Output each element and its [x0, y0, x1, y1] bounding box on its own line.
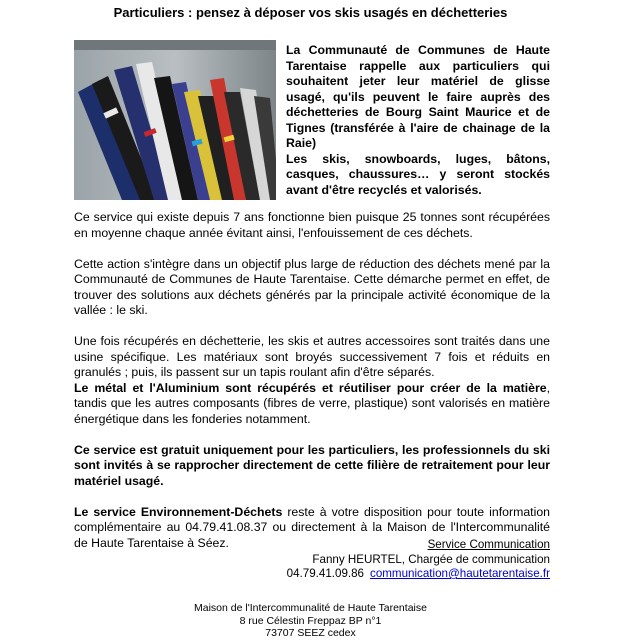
intro-paragraph: Les skis, snowboards, luges, bâtons, casques, chaussures… y seront stockés avant d'être recyclés et valorisés.	[286, 151, 550, 197]
body-paragraph: Cette action s'intègre dans un objectif plus large de réduction des déchets mené par la Communauté de Communes de Haute Tarentaise. Cette démarche permet en effet, de trouver des solutions aux déchets générés par la principale activité économique de la vallée : le ski.	[74, 256, 550, 317]
intro-paragraph: La Communauté de Communes de Haute Tarentaise rappelle aux particuliers qui souhaitent jeter leur matériel de glisse usagé, qu'ils peuvent le faire auprès des déchetteries de Bourg Saint Maurice et de Tignes (transférée à l'aire de chainage de la Raie)	[286, 43, 550, 150]
intro-block	[286, 43, 550, 198]
body-paragraph	[74, 381, 550, 428]
service-name: Service Communication	[427, 538, 550, 551]
bold-phrase: Le métal et l'Aluminium sont récupérés et réutiliser pour créer de la matière	[74, 380, 547, 395]
paragraph-text: reste à votre disposition pour toute information complémentaire au 04.79.41.08.37 ou directement à la Maison de l'Intercommunalité de Haute Tarentaise à Séez.	[74, 504, 550, 550]
page-title: Particuliers : pensez à déposer vos skis usagés en déchetteries	[113, 5, 508, 20]
bold-phrase: Le service Environnement-Déchets	[74, 504, 283, 519]
body-paragraph: Ce service est gratuit uniquement pour les particuliers, les professionnels du ski sont invités à se rapprocher directement de cette filière de retraitement pour leur matériel usagé.	[74, 442, 550, 488]
signature-block	[287, 538, 550, 582]
email-link[interactable]: communication@hautetarentaise.fr	[370, 567, 550, 580]
footer-line: 8 rue Célestin Freppaz BP n°1	[239, 614, 382, 627]
body-paragraph: Une fois récupérés en déchetterie, les skis et autres accessoires sont traités dans une usine spécifique. Les matériaux sont broyés successivement 7 fois et réduits en granulés ; puis, ils passent sur un tapis roulant afin d'être séparés.	[74, 334, 550, 379]
footer-line: Maison de l'Intercommunalité de Haute Tarentaise	[194, 602, 427, 614]
paragraph-text: , tandis que les autres composants (fibres de verre, plastique) sont valorisés en matière énergétique dans les fonderies notamment.	[74, 380, 550, 426]
skis-photo	[74, 40, 276, 200]
skis-photo-icon	[74, 40, 276, 200]
article-body	[74, 210, 550, 567]
footer-address	[0, 602, 621, 640]
phone-number: 04.79.41.09.86	[286, 567, 365, 580]
contact-name: Fanny HEURTEL, Chargée de communication	[312, 552, 550, 566]
body-paragraph: Ce service qui existe depuis 7 ans fonctionne bien puisque 25 tonnes sont récupérées en moyenne chaque année évitant ainsi, l'enfouissement de ces déchets.	[74, 210, 550, 240]
contact-line	[287, 567, 550, 582]
footer-line: 73707 SEEZ cedex	[265, 627, 356, 639]
